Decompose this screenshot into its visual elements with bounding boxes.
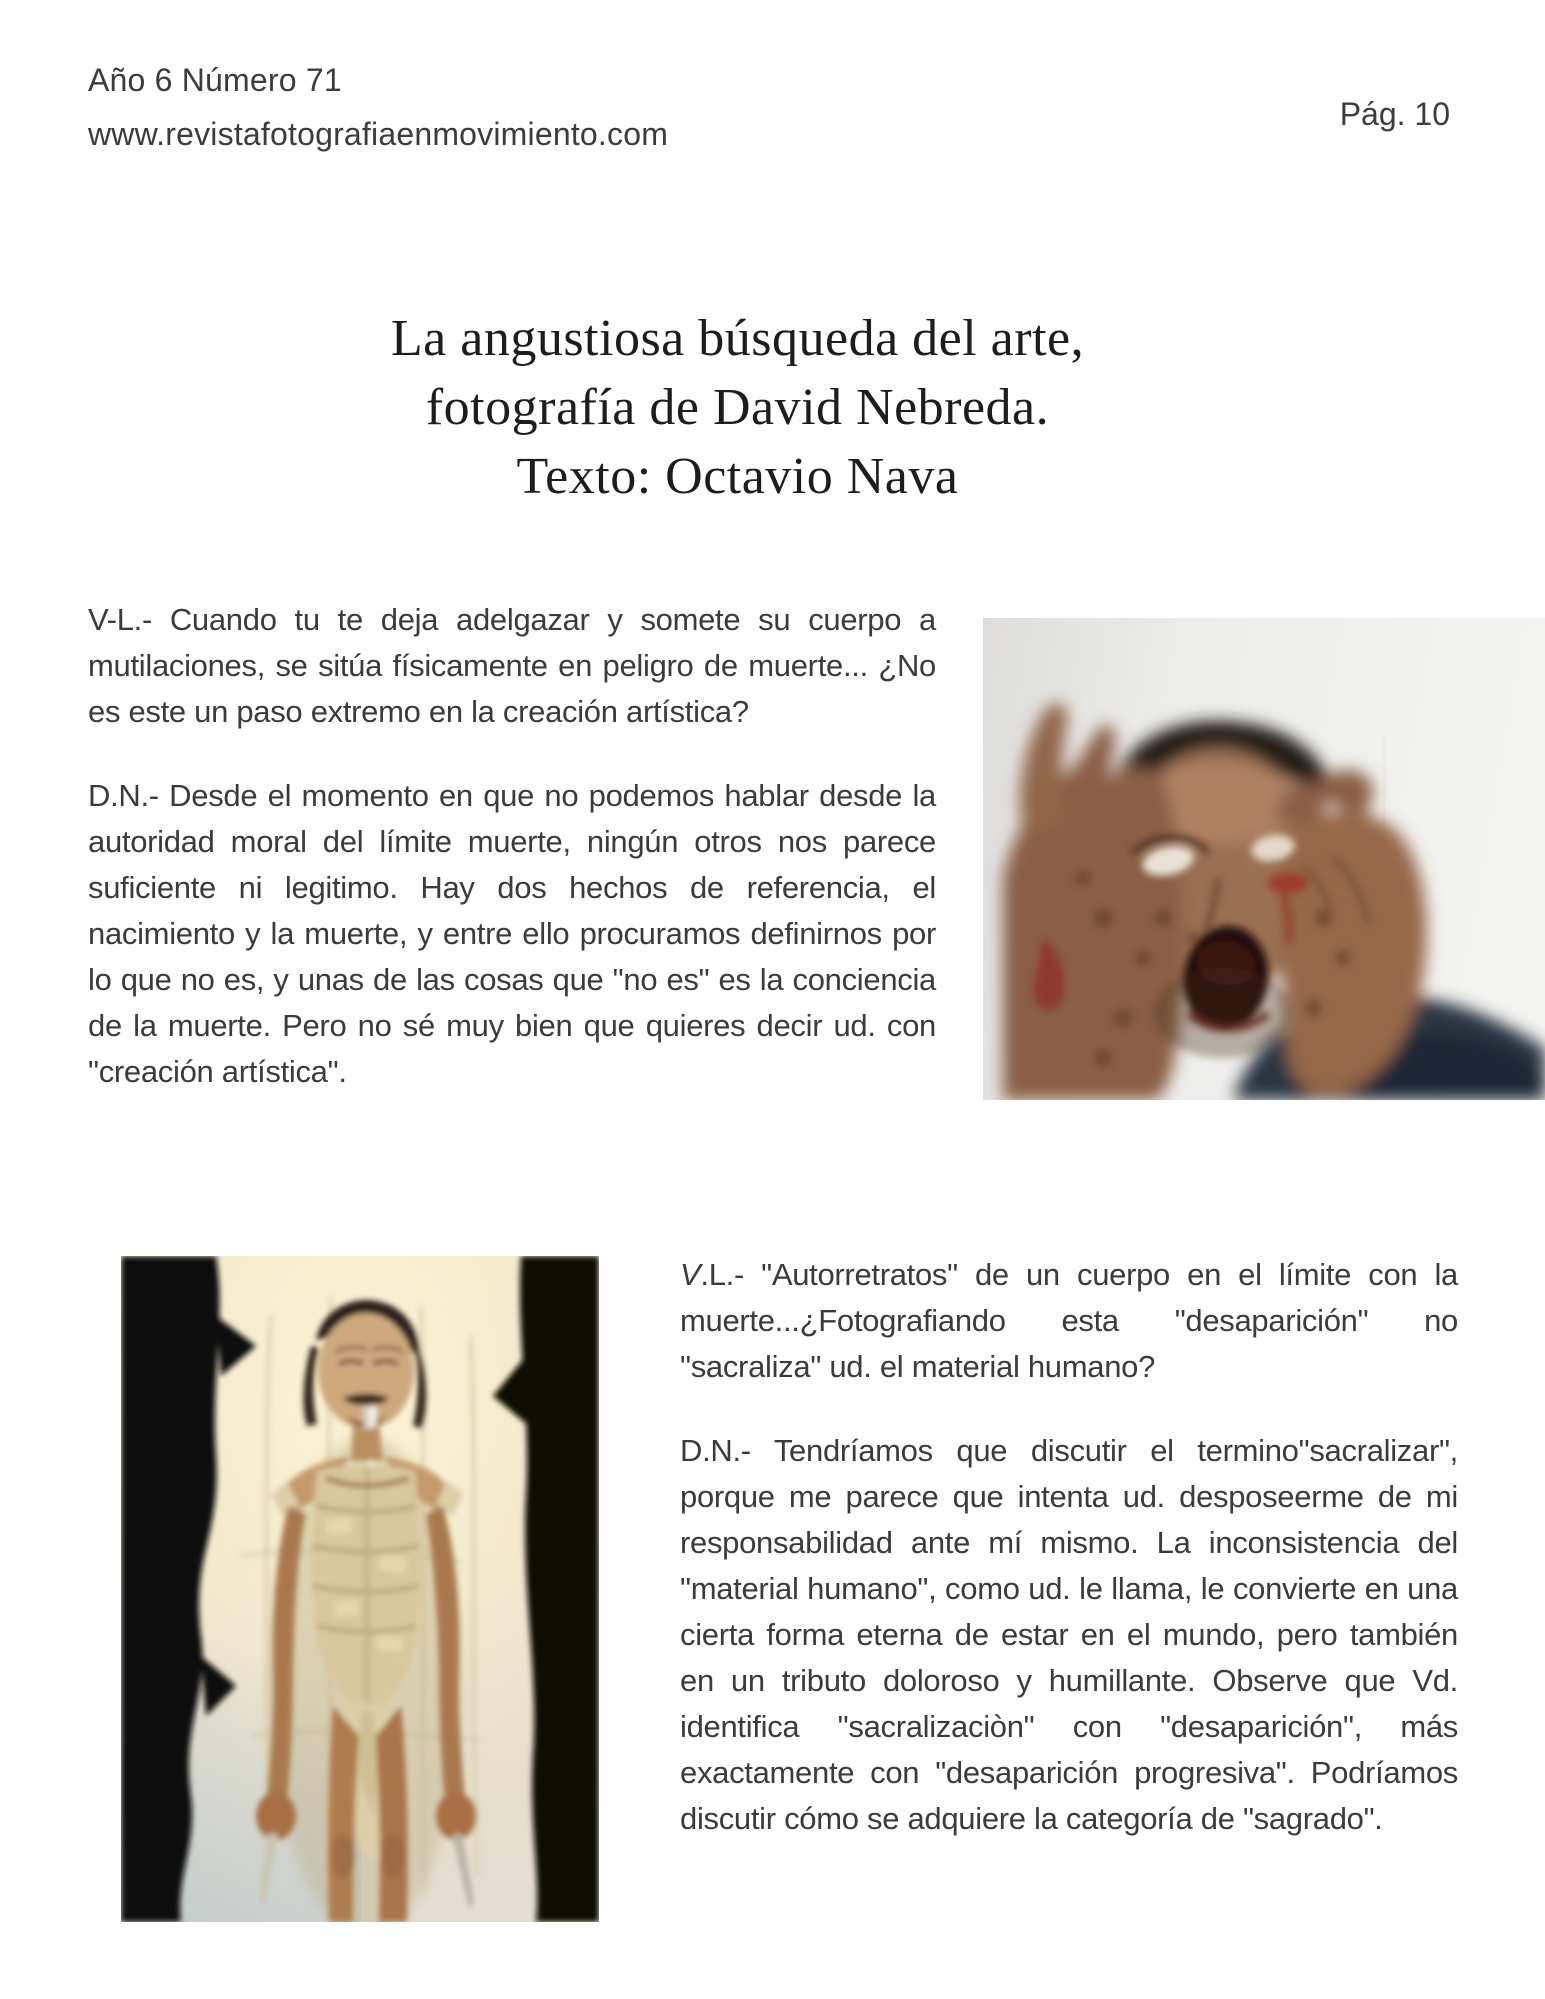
title-line-2: fotografía de David Nebreda. — [425, 379, 1050, 436]
answer-paragraph-2: D.N.- Tendríamos que discutir el termino"sacralizar", porque me parece que intenta ud. desposeerme de mi responsabilidad ante mí mismo. La inconsistencia del "material humano", como ud. le llama, le convierte en una cierta forma eterna de estar en el mundo, pero también en un tributo doloroso y humillante. Observe que Vd. identifica "sacralizaciòn" con "desaparición", más exactamente con "desaparición progresiva". Podríamos discutir cómo se adquiere la categoría de "sagrado". — [680, 1433, 1458, 1836]
question-paragraph-2 — [680, 1252, 1458, 1390]
question-2-italic-v: V — [680, 1257, 701, 1292]
photo-hands-on-face-art — [983, 618, 1545, 1100]
answer-paragraph-1: D.N.- Desde el momento en que no podemos hablar desde la autoridad moral del límite muerte, ningún otros nos parece suficiente ni legitimo. Hay dos hechos de referencia, el nacimiento y la muerte, y entre ello procuramos definirnos por lo que no es, y unas de las cosas que "no es" es la conciencia de la muerte. Pero no sé muy bien que quieres decir ud. con "creación artística". — [88, 778, 936, 1089]
photo-standing-figure-art — [121, 1256, 599, 1922]
article-title — [0, 304, 1475, 511]
interview-block-2 — [680, 1252, 1458, 1842]
interview-block-1 — [88, 597, 936, 1095]
question-2-text: .L.- "Autorretratos" de un cuerpo en el límite con la muerte...¿Fotografiando esta "desaparición" no "sacraliza" ud. el material humano? — [680, 1257, 1458, 1384]
title-line-3: Texto: Octavio Nava — [516, 448, 959, 505]
page-number: Pág. 10 — [1339, 96, 1450, 132]
edition-label: Año 6 Número 71 — [88, 62, 342, 98]
title-line-1: La angustiosa búsqueda del arte, — [390, 310, 1085, 367]
photo-standing-figure — [121, 1256, 599, 1922]
photo-hands-on-face — [983, 618, 1545, 1100]
question-paragraph-1: V-L.- Cuando tu te deja adelgazar y somete su cuerpo a mutilaciones, se sitúa físicamente en peligro de muerte... ¿No es este un paso extremo en la creación artística? — [88, 602, 936, 729]
website-url: www.revistafotografiaenmovimiento.com — [88, 116, 669, 152]
